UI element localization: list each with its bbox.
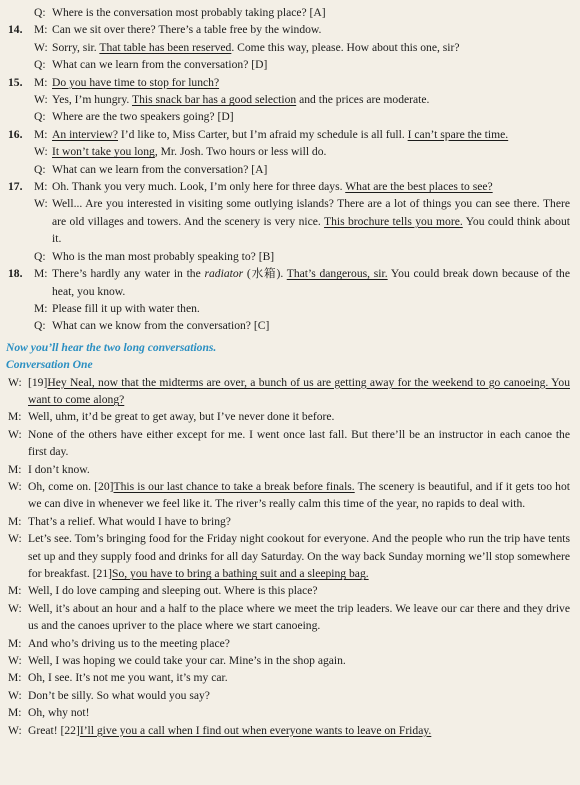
dialogue-line [6, 178, 574, 195]
speaker-label: W: [8, 688, 22, 702]
dialogue-line [6, 39, 574, 56]
speaker-label: W: [8, 601, 22, 615]
conversation-line [6, 530, 574, 582]
text-segment: Well... Are you interested in visiting some outlying islands? There are a lot of things you can see there. There are old villages and towers. And the scenery is very nice. [52, 197, 570, 228]
utterance-text [52, 21, 574, 38]
utterance-text [28, 704, 574, 721]
utterance-text [52, 178, 574, 195]
numbered-items [6, 4, 574, 335]
utterance-text [28, 374, 574, 409]
conversation-line [6, 722, 574, 739]
conversation-line [6, 426, 574, 461]
dialogue-line [6, 161, 574, 178]
speaker-label: W: [8, 479, 22, 493]
text-segment: [19] [28, 375, 48, 389]
item-number: 15. [8, 75, 23, 89]
text-segment: Well, it’s about an hour and a half to the place where we meet the trip leaders. We leave our car there and they drive us and the canoes upriver to the place where we start canoeing. [28, 601, 570, 633]
speaker-label: M: [34, 75, 48, 89]
text-segment: Let’s see. Tom’s bringing food for the Friday night cookout for everyone. And the people who run the trip have tents set up and they supply food and drinks for all day Saturday. On the way back Sunday morning we’ll stop somewhere for breakfast. [21] [28, 532, 570, 580]
utterance-text [28, 600, 574, 635]
text-segment: Don’t be silly. So what would you say? [28, 688, 210, 702]
underlined-key-phrase: What are the best places to see? [345, 180, 493, 194]
text-segment: Can we sit over there? There’s a table free by the window. [52, 23, 322, 37]
dialogue-line [6, 317, 574, 334]
text-segment: Great! [22] [28, 723, 80, 737]
underlined-key-phrase: That’s dangerous, sir. [286, 267, 388, 281]
text-segment: Yes, I’m hungry. [52, 93, 132, 107]
text-segment: Oh. Thank you very much. Look, I’m only here for three days. [52, 180, 346, 194]
utterance-text [28, 652, 574, 669]
underlined-key-phrase: Hey Neal, now that the midterms are over, a bunch of us are getting away for the weekend to go canoeing. You want to come along? [28, 375, 570, 406]
text-segment: What can we learn from the conversation? [D] [52, 58, 268, 72]
conversation-line [6, 652, 574, 669]
utterance-text [28, 635, 574, 652]
utterance-text [28, 722, 574, 739]
speaker-label: W: [8, 375, 22, 389]
dialogue-line [6, 195, 574, 247]
speaker-label: W: [8, 532, 22, 546]
text-segment: Oh, come on. [20] [28, 479, 114, 493]
conversation-line [6, 374, 574, 409]
speaker-label: M: [34, 127, 48, 141]
conversation-line [6, 513, 574, 530]
utterance-text [28, 530, 574, 582]
text-segment: Who is the man most probably speaking to? [B] [52, 249, 275, 263]
conversation-heading: Conversation One [6, 358, 93, 372]
text-segment: I’d like to, Miss Carter, but I’m afraid my schedule is all full. [118, 127, 408, 141]
speaker-label: M: [8, 462, 22, 476]
underlined-key-phrase: So, you have to bring a bathing suit and a sleeping bag. [112, 567, 369, 580]
dialogue-line [6, 248, 574, 265]
text-segment: None of the others have either except for me. I went once last fall. But there’ll be an instructor in each canoe the first day. [28, 427, 570, 459]
text-segment: You could think about it. [52, 214, 570, 246]
dialogue-line [6, 108, 574, 125]
conversation-line [6, 408, 574, 425]
speaker-label: Q: [34, 249, 46, 263]
text-segment: I don’t know. [28, 462, 90, 476]
speaker-label: M: [34, 301, 48, 315]
utterance-text [52, 161, 574, 178]
utterance-text [28, 687, 574, 704]
dialogue-line [6, 143, 574, 160]
text-segment: What can we learn from the conversation? [A] [52, 162, 268, 176]
underlined-key-phrase: Do you have time to stop for lunch? [52, 75, 220, 89]
conversation-line [6, 704, 574, 721]
speaker-label: M: [34, 180, 48, 194]
dialogue-line [6, 126, 574, 143]
text-segment: , Mr. Josh. Two hours or less will do. [154, 145, 327, 159]
text-segment: You could break down because of the heat, you know. [52, 267, 570, 298]
utterance-text [52, 56, 574, 73]
utterance-text [52, 39, 574, 56]
conversation-line [6, 687, 574, 704]
utterance-text [52, 265, 574, 300]
conversation-line [6, 478, 574, 513]
text-segment: Oh, I see. It’s not me you want, it’s my car. [28, 671, 228, 685]
speaker-label: M: [8, 584, 22, 598]
utterance-text [52, 74, 574, 91]
dialogue-line [6, 56, 574, 73]
item-number: 14. [8, 23, 23, 37]
text-segment: Where are the two speakers going? [D] [52, 110, 234, 124]
text-segment: Please fill it up with water then. [52, 301, 200, 315]
speaker-label: M: [34, 267, 48, 281]
text-segment: Oh, why not! [28, 706, 90, 720]
text-segment: Where is the conversation most probably taking place? [A] [52, 6, 326, 19]
conversation-one [6, 374, 574, 740]
dialogue-line [6, 74, 574, 91]
dialogue-line [6, 91, 574, 108]
speaker-label: W: [34, 40, 48, 54]
underlined-key-phrase: This snack bar has a good selection [131, 93, 297, 107]
utterance-text [28, 408, 574, 425]
text-segment: Well, uhm, it’d be great to get away, but I’ve never done it before. [28, 410, 335, 424]
utterance-text [52, 300, 574, 317]
conversation-line [6, 600, 574, 635]
speaker-label: Q: [34, 162, 46, 176]
text-segment: Well, I do love camping and sleeping out. Where is this place? [28, 584, 318, 598]
speaker-label: Q: [34, 319, 46, 333]
speaker-label: M: [8, 671, 22, 685]
conversation-line [6, 635, 574, 652]
utterance-text [52, 143, 574, 160]
section-heading: Now you’ll hear the two long conversations. [6, 340, 217, 354]
utterance-text [52, 91, 574, 108]
speaker-label: M: [8, 410, 22, 424]
utterance-text [28, 582, 574, 599]
speaker-label: W: [8, 723, 22, 737]
item-number: 16. [8, 127, 23, 141]
utterance-text [52, 195, 574, 247]
dialogue-line [6, 300, 574, 317]
text-segment: And who’s driving us to the meeting place? [28, 636, 230, 650]
speaker-label: W: [34, 145, 48, 159]
conversation-line [6, 669, 574, 686]
item-number: 18. [8, 267, 23, 281]
dialogue-line [6, 4, 574, 21]
speaker-label: W: [8, 654, 22, 668]
conversation-line [6, 582, 574, 599]
text-segment: . Come this way, please. How about this one, sir? [231, 40, 460, 54]
text-segment: That’s a relief. What would I have to bring? [28, 514, 231, 528]
utterance-text [52, 248, 574, 265]
text-segment: Sorry, sir. [52, 40, 100, 54]
speaker-label: M: [8, 514, 22, 528]
text-segment: There’s hardly any water in the [52, 267, 205, 281]
dialogue-line [6, 265, 574, 300]
utterance-text [52, 4, 574, 21]
utterance-text [28, 426, 574, 461]
conversation-line [6, 461, 574, 478]
speaker-label: Q: [34, 58, 46, 72]
utterance-text [28, 513, 574, 530]
utterance-text [28, 669, 574, 686]
underlined-key-phrase: I’ll give you a call when I find out when everyone wants to leave on Friday. [79, 723, 432, 737]
dialogue-line [6, 21, 574, 38]
text-segment: What can we know from the conversation? [C] [52, 319, 270, 333]
utterance-text [52, 108, 574, 125]
speaker-label: W: [34, 197, 48, 211]
text-segment: and the prices are moderate. [296, 93, 430, 107]
underlined-key-phrase: An interview? [52, 127, 118, 141]
speaker-label: Q: [34, 6, 46, 19]
speaker-label: M: [8, 636, 22, 650]
text-segment: radiator [204, 267, 244, 281]
underlined-key-phrase: That table has been reserved [99, 40, 232, 54]
underlined-key-phrase: I can’t spare the time. [407, 127, 509, 141]
speaker-label: Q: [34, 110, 46, 124]
utterance-text [28, 461, 574, 478]
speaker-label: M: [8, 706, 22, 720]
item-number: 17. [8, 180, 23, 194]
underlined-key-phrase: This brochure tells you more. [323, 214, 463, 228]
utterance-text [52, 317, 574, 334]
underlined-key-phrase: It won’t take you long [52, 145, 155, 159]
text-segment: Well, I was hoping we could take your car. Mine’s in the shop again. [28, 654, 346, 668]
speaker-label: W: [8, 427, 22, 441]
speaker-label: M: [34, 23, 48, 37]
utterance-text [28, 478, 574, 513]
underlined-key-phrase: This is our last chance to take a break before finals. [113, 479, 355, 493]
text-segment: The scenery is beautiful, and if it gets too hot we can dive in whenever we feel like it. The river’s really calm this time of the year, no rapids to deal with. [28, 479, 570, 511]
utterance-text [52, 126, 574, 143]
text-segment: (水箱). [243, 267, 287, 281]
speaker-label: W: [34, 93, 48, 107]
